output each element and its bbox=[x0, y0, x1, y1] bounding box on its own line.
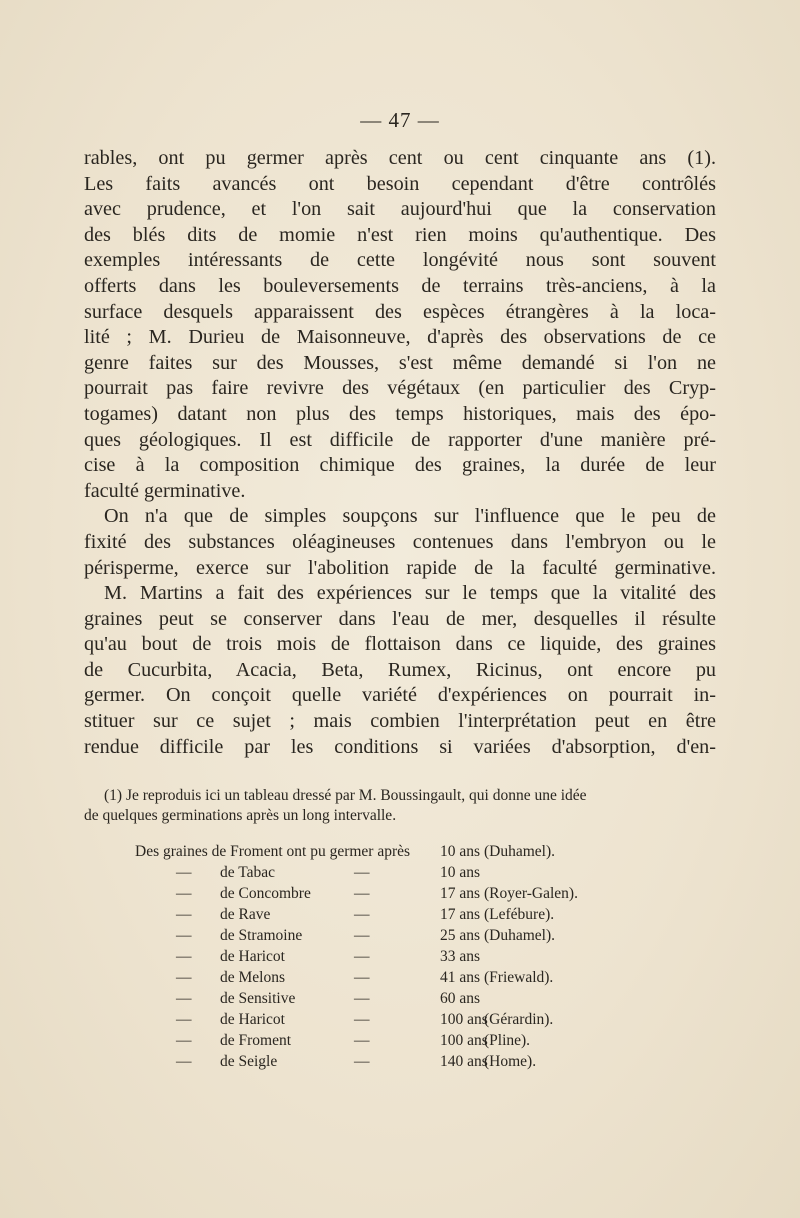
text-line: ques géologiques. Il est difficile de rapporter d'une manière pré- bbox=[84, 428, 716, 451]
text-line: Les faits avancés ont besoin cependant d'être contrôlés bbox=[84, 172, 716, 195]
text-line: M. Martins a fait des expériences sur le temps que la vitalité des bbox=[104, 582, 716, 605]
table-years: 10 ans bbox=[440, 864, 481, 881]
table-seed: de Seigle bbox=[220, 1053, 278, 1070]
table-years: 140 ans bbox=[440, 1053, 488, 1070]
table-row bbox=[0, 968, 800, 988]
text-line: avec prudence, et l'on sait aujourd'hui que la conservation bbox=[84, 198, 716, 221]
table-row bbox=[0, 884, 800, 904]
table-source: (Pline). bbox=[484, 1032, 531, 1049]
table-years: 33 ans bbox=[440, 948, 481, 965]
ditto-dash: — bbox=[176, 969, 192, 986]
table-years: 100 ans bbox=[440, 1011, 488, 1028]
table-seed: de Melons bbox=[220, 969, 286, 986]
ditto-dash: — bbox=[354, 969, 370, 986]
text-line: germer. On conçoit quelle variété d'expériences on pourrait in- bbox=[84, 684, 716, 707]
ditto-dash: — bbox=[176, 948, 192, 965]
table-years: 10 ans bbox=[440, 843, 481, 860]
ditto-dash: — bbox=[176, 927, 192, 944]
text-line: faculté germinative. bbox=[84, 479, 246, 502]
table-row bbox=[0, 1052, 800, 1072]
table-row bbox=[0, 947, 800, 967]
table-row bbox=[0, 1031, 800, 1051]
ditto-dash: — bbox=[176, 1053, 192, 1070]
body-text bbox=[84, 146, 716, 760]
ditto-dash: — bbox=[354, 990, 370, 1007]
table-years: 17 ans bbox=[440, 885, 481, 902]
text-line: pourrait pas faire revivre des végétaux (en particulier des Cryp- bbox=[84, 377, 716, 400]
table-seed: de Stramoine bbox=[220, 927, 303, 944]
ditto-dash: — bbox=[354, 885, 370, 902]
ditto-dash: — bbox=[176, 1011, 192, 1028]
text-line: cise à la composition chimique des graines, la durée de leur bbox=[84, 454, 716, 477]
ditto-dash: — bbox=[354, 864, 370, 881]
table-row bbox=[0, 863, 800, 883]
table-lead-text: Des graines de Froment ont pu germer après bbox=[135, 843, 411, 860]
table-seed: de Froment bbox=[220, 1032, 292, 1049]
table-seed: de Haricot bbox=[220, 1011, 285, 1028]
ditto-dash: — bbox=[354, 1011, 370, 1028]
table-source: (Duhamel). bbox=[484, 843, 556, 860]
text-line: périsperme, exerce sur l'abolition rapide de la faculté germinative. bbox=[84, 556, 716, 579]
table-source: (Royer-Galen). bbox=[484, 885, 578, 902]
text-line: On n'a que de simples soupçons sur l'influence que le peu de bbox=[104, 505, 716, 528]
footnote-intro-line: (1) Je reproduis ici un tableau dressé par M. Boussingault, qui donne une idée bbox=[104, 787, 587, 804]
text-line: togames) datant non plus des temps historiques, mais des épo- bbox=[84, 402, 716, 425]
table-row bbox=[0, 1010, 800, 1030]
ditto-dash: — bbox=[176, 1032, 192, 1049]
text-line: graines peut se conserver dans l'eau de mer, desquelles il résulte bbox=[84, 607, 716, 630]
ditto-dash: — bbox=[176, 885, 192, 902]
text-line: rables, ont pu germer après cent ou cent cinquante ans (1). bbox=[84, 147, 716, 169]
ditto-dash: — bbox=[176, 990, 192, 1007]
footnote bbox=[84, 786, 716, 826]
table-years: 17 ans bbox=[440, 906, 481, 923]
text-line: de Cucurbita, Acacia, Beta, Rumex, Ricinus, ont encore pu bbox=[84, 658, 716, 681]
text-line: stituer sur ce sujet ; mais combien l'interprétation peut en être bbox=[84, 710, 716, 733]
table-row bbox=[0, 926, 800, 946]
table-source: (Lefébure). bbox=[484, 906, 555, 923]
table-years: 60 ans bbox=[440, 990, 481, 1007]
page-number: — 47 — bbox=[360, 108, 440, 132]
text-line: qu'au bout de trois mois de flottaison dans ce liquide, des graines bbox=[84, 633, 716, 656]
text-line: surface desquels apparaissent des espèces étrangères à la loca- bbox=[84, 300, 716, 323]
ditto-dash: — bbox=[354, 927, 370, 944]
table-row-header bbox=[0, 842, 800, 862]
ditto-dash: — bbox=[176, 906, 192, 923]
table-source: (Duhamel). bbox=[484, 927, 556, 944]
table-seed: de Sensitive bbox=[220, 990, 296, 1007]
text-line: des blés dits de momie n'est rien moins qu'authentique. Des bbox=[84, 223, 716, 246]
table-years: 25 ans bbox=[440, 927, 481, 944]
ditto-dash: — bbox=[354, 906, 370, 923]
table-source: (Gérardin). bbox=[484, 1011, 554, 1028]
table-seed: de Rave bbox=[220, 906, 271, 923]
text-line: offerts dans les bouleversements de terrains très-anciens, à la bbox=[84, 274, 716, 297]
ditto-dash: — bbox=[354, 1053, 370, 1070]
text-line: fixité des substances oléagineuses contenues dans l'embryon ou le bbox=[84, 530, 716, 553]
ditto-dash: — bbox=[354, 948, 370, 965]
ditto-dash: — bbox=[354, 1032, 370, 1049]
table-years: 100 ans bbox=[440, 1032, 488, 1049]
table-source: (Friewald). bbox=[484, 969, 554, 986]
table-row bbox=[0, 905, 800, 925]
table-seed: de Concombre bbox=[220, 885, 311, 902]
text-line: rendue difficile par les conditions si variées d'absorption, d'en- bbox=[84, 735, 716, 758]
ditto-dash: — bbox=[176, 864, 192, 881]
text-line: genre faites sur des Mousses, s'est même demandé si l'on ne bbox=[84, 351, 716, 374]
text-line: exemples intéressants de cette longévité nous sont souvent bbox=[84, 249, 716, 272]
table-seed: de Haricot bbox=[220, 948, 285, 965]
table-seed: de Tabac bbox=[220, 864, 275, 881]
table-years: 41 ans bbox=[440, 969, 481, 986]
table-row bbox=[0, 989, 800, 1009]
footnote-intro-line: de quelques germinations après un long intervalle. bbox=[84, 807, 397, 824]
table-source: (Home). bbox=[484, 1053, 537, 1070]
text-line: lité ; M. Durieu de Maisonneuve, d'après des observations de ce bbox=[84, 326, 716, 349]
